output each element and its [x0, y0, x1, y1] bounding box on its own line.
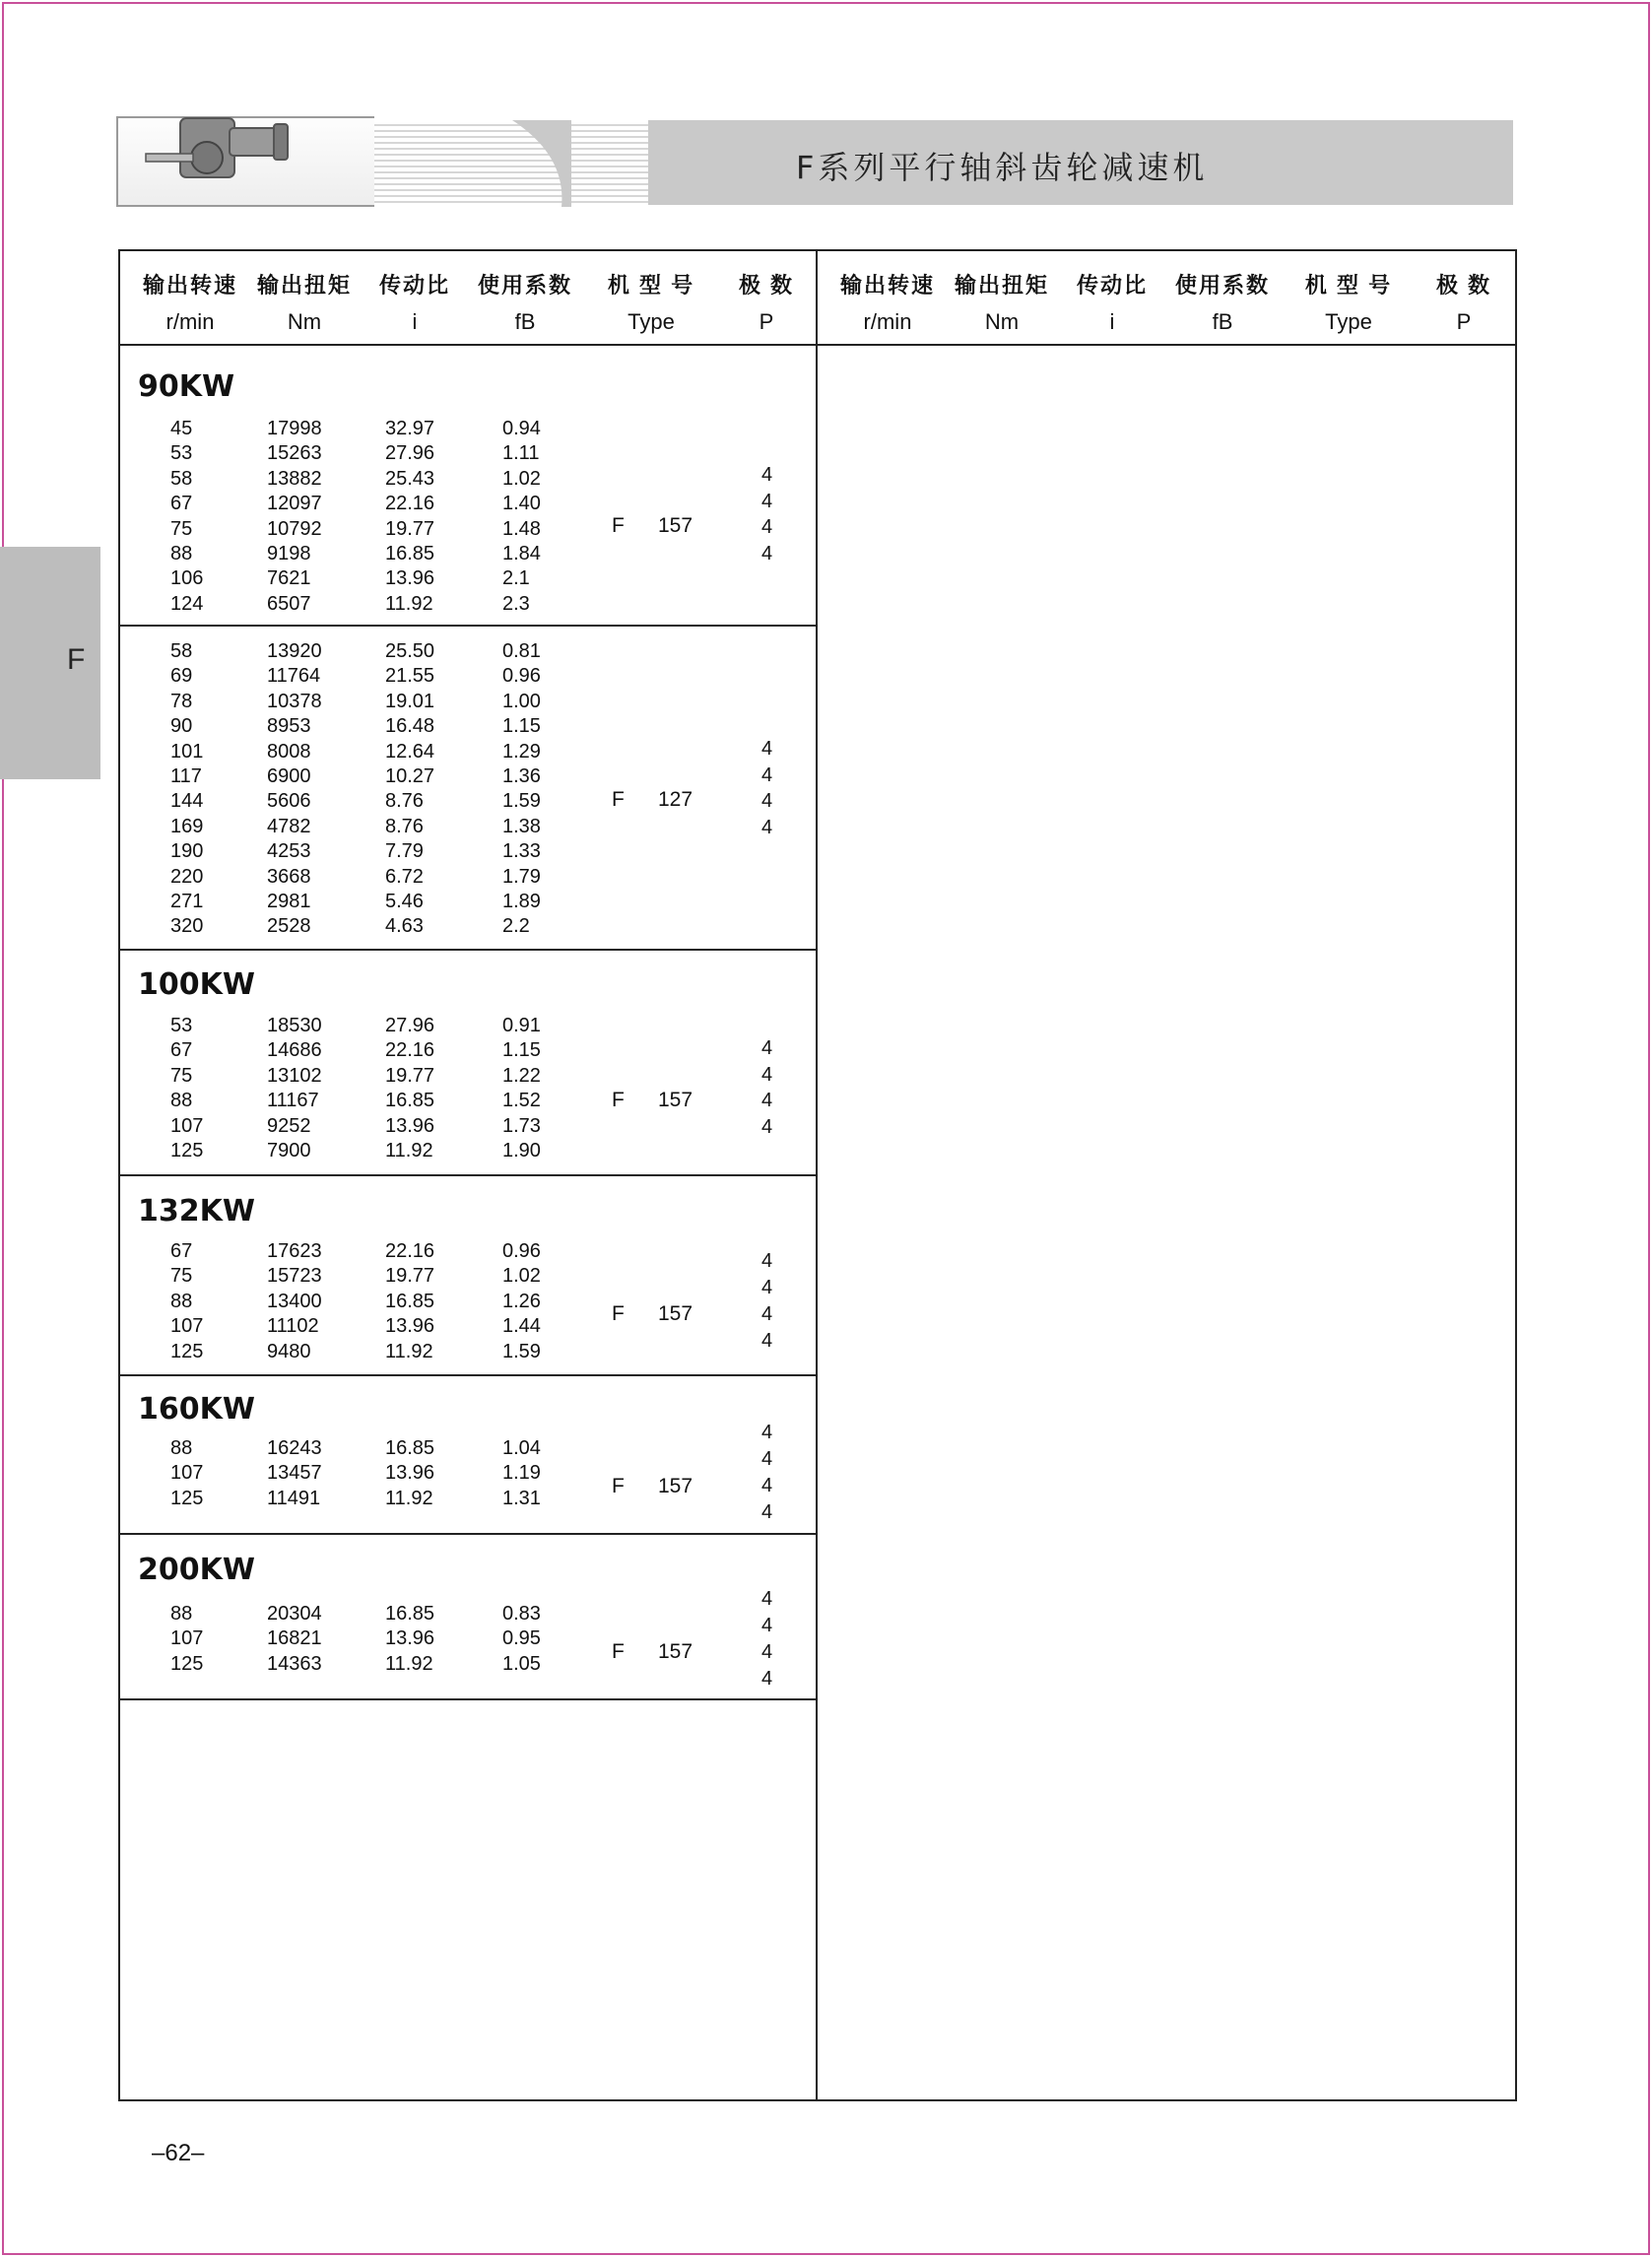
- factor-cell: 1.26: [502, 1290, 541, 1312]
- ratio-cell: 27.96: [385, 1015, 435, 1036]
- header-rule: [118, 344, 1515, 346]
- ratio-cell: 10.27: [385, 765, 435, 787]
- torque-cell: 15263: [267, 442, 322, 465]
- factor-cell: 1.31: [502, 1487, 541, 1509]
- speed-cell: 124: [170, 592, 204, 615]
- ratio-cell: 13.96: [385, 1627, 435, 1650]
- factor-cell: 1.52: [502, 1090, 541, 1112]
- ratio-cell: 22.16: [385, 1039, 435, 1062]
- factor-cell: 1.59: [502, 1340, 541, 1362]
- ratio-cell: 19.01: [385, 690, 435, 712]
- speed-cell: 88: [170, 1290, 193, 1312]
- pole-count: 4: [761, 490, 773, 512]
- speed-cell: 125: [170, 1652, 204, 1675]
- ratio-cell: 11.92: [385, 1652, 433, 1675]
- torque-cell: 20304: [267, 1603, 322, 1625]
- torque-cell: 16243: [267, 1437, 322, 1459]
- ratio-cell: 5.46: [385, 891, 424, 912]
- factor-cell: 1.79: [502, 865, 541, 888]
- ratio-cell: 16.85: [385, 1437, 435, 1459]
- col-type-unit-right: Type: [1325, 309, 1372, 334]
- pole-count: 4: [761, 1615, 773, 1636]
- speed-cell: 125: [170, 1340, 204, 1362]
- pole-count: 4: [761, 738, 773, 760]
- speed-cell: 75: [170, 1265, 193, 1288]
- pole-count: 4: [761, 1448, 773, 1470]
- torque-cell: 10378: [267, 690, 322, 712]
- pole-count: 4: [761, 763, 773, 786]
- factor-cell: 1.05: [502, 1652, 541, 1675]
- torque-cell: 6900: [267, 765, 311, 787]
- ratio-cell: 19.77: [385, 517, 435, 540]
- factor-cell: 1.84: [502, 543, 541, 564]
- factor-cell: 1.40: [502, 493, 541, 515]
- factor-cell: 1.59: [502, 790, 541, 813]
- torque-cell: 3668: [267, 865, 311, 888]
- factor-cell: 1.38: [502, 815, 541, 837]
- ratio-cell: 16.85: [385, 1090, 435, 1112]
- pole-count: 4: [761, 1303, 773, 1325]
- ratio-cell: 4.63: [385, 915, 424, 938]
- speed-cell: 107: [170, 1627, 204, 1650]
- factor-cell: 0.96: [502, 1240, 541, 1262]
- factor-cell: 1.29: [502, 740, 541, 763]
- speed-cell: 107: [170, 1462, 204, 1485]
- factor-cell: 1.22: [502, 1064, 541, 1087]
- ratio-cell: 25.43: [385, 467, 435, 490]
- torque-cell: 14363: [267, 1652, 322, 1675]
- ratio-cell: 16.85: [385, 1290, 435, 1312]
- ratio-cell: 11.92: [385, 1487, 433, 1509]
- speed-cell: 58: [170, 640, 193, 662]
- col-poles-unit-right: P: [1456, 309, 1472, 334]
- col-factor-cn: 使用系数: [477, 273, 572, 298]
- ratio-cell: 13.96: [385, 567, 435, 590]
- torque-cell: 13882: [267, 467, 322, 490]
- speed-cell: 67: [170, 493, 193, 515]
- speed-cell: 69: [170, 665, 193, 688]
- speed-cell: 117: [170, 765, 202, 787]
- speed-cell: 220: [170, 865, 204, 888]
- factor-cell: 1.04: [502, 1437, 541, 1459]
- speed-cell: 320: [170, 915, 204, 938]
- torque-cell: 11764: [267, 665, 321, 688]
- torque-cell: 11491: [267, 1487, 321, 1509]
- torque-cell: 13920: [267, 640, 322, 662]
- torque-cell: 4253: [267, 840, 311, 863]
- speed-cell: 88: [170, 543, 193, 564]
- gear-reducer-icon: [126, 110, 303, 189]
- torque-cell: 13102: [267, 1064, 322, 1087]
- type-number: 157: [658, 1475, 694, 1497]
- factor-cell: 1.19: [502, 1462, 541, 1485]
- section-kw-title: 200KW: [138, 1553, 255, 1587]
- torque-cell: 8008: [267, 740, 311, 763]
- ratio-cell: 16.85: [385, 543, 435, 564]
- type-prefix: F: [612, 514, 625, 537]
- col-factor-unit-right: fB: [1212, 309, 1233, 334]
- speed-cell: 78: [170, 690, 193, 712]
- speed-cell: 58: [170, 467, 193, 490]
- col-poles-cn-right: 极 数: [1435, 273, 1492, 298]
- ratio-cell: 19.77: [385, 1265, 435, 1288]
- type-prefix: F: [612, 1640, 625, 1663]
- col-type-cn: 机 型 号: [607, 273, 695, 298]
- torque-cell: 2981: [267, 891, 311, 912]
- page-number: –62–: [152, 2140, 205, 2166]
- pole-count: 4: [761, 516, 773, 538]
- factor-cell: 1.11: [502, 442, 540, 465]
- ratio-cell: 13.96: [385, 1114, 435, 1137]
- col-torque-cn: 输出扭矩: [256, 273, 352, 298]
- header-curve-icon: [512, 116, 571, 207]
- speed-cell: 169: [170, 815, 204, 837]
- ratio-cell: 22.16: [385, 493, 435, 515]
- torque-cell: 6507: [267, 592, 311, 615]
- ratio-cell: 16.48: [385, 715, 435, 738]
- pole-count: 4: [761, 464, 773, 486]
- col-type-unit: Type: [628, 309, 675, 334]
- pole-count: 4: [761, 1037, 773, 1059]
- col-speed-cn: 输出转速: [142, 273, 237, 298]
- type-number: 157: [658, 1640, 694, 1663]
- col-ratio-unit-right: i: [1109, 309, 1115, 334]
- ratio-cell: 11.92: [385, 1340, 433, 1362]
- torque-cell: 11167: [267, 1090, 319, 1112]
- factor-cell: 1.73: [502, 1114, 541, 1137]
- ratio-cell: 25.50: [385, 640, 435, 662]
- col-ratio-unit: i: [412, 309, 418, 334]
- factor-cell: 1.02: [502, 1265, 541, 1288]
- pole-count: 4: [761, 1422, 773, 1443]
- torque-cell: 7621: [267, 567, 311, 590]
- factor-cell: 1.00: [502, 690, 541, 712]
- page-title: F系列平行轴斜齿轮减速机: [796, 149, 1209, 186]
- factor-cell: 1.90: [502, 1140, 541, 1162]
- ratio-cell: 16.85: [385, 1603, 435, 1625]
- factor-cell: 1.44: [502, 1315, 541, 1338]
- factor-cell: 1.15: [502, 1039, 541, 1062]
- col-poles-unit: P: [759, 309, 774, 334]
- torque-cell: 11102: [267, 1315, 319, 1338]
- pole-count: 4: [761, 1277, 773, 1298]
- factor-cell: 2.1: [502, 567, 530, 590]
- torque-cell: 9198: [267, 543, 311, 564]
- ratio-cell: 21.55: [385, 665, 435, 688]
- ratio-cell: 8.76: [385, 790, 424, 813]
- torque-cell: 17998: [267, 418, 322, 439]
- section-divider: [118, 625, 818, 627]
- torque-cell: 9252: [267, 1114, 311, 1137]
- speed-cell: 106: [170, 567, 204, 590]
- ratio-cell: 27.96: [385, 442, 435, 465]
- ratio-cell: 11.92: [385, 1140, 433, 1162]
- col-factor-unit: fB: [514, 309, 536, 334]
- torque-cell: 7900: [267, 1140, 311, 1162]
- ratio-cell: 32.97: [385, 418, 435, 439]
- col-poles-cn: 极 数: [738, 273, 795, 298]
- col-ratio-cn-right: 传动比: [1076, 273, 1148, 298]
- section-kw-title: 160KW: [138, 1392, 255, 1427]
- factor-cell: 0.81: [502, 640, 541, 662]
- type-number: 127: [658, 788, 694, 811]
- speed-cell: 88: [170, 1603, 193, 1625]
- pole-count: 4: [761, 1250, 773, 1272]
- ratio-cell: 7.79: [385, 840, 424, 863]
- ratio-cell: 11.92: [385, 592, 433, 615]
- torque-cell: 12097: [267, 493, 322, 515]
- torque-cell: 14686: [267, 1039, 322, 1062]
- section-kw-title: 100KW: [138, 967, 255, 1002]
- pole-count: 4: [761, 1501, 773, 1523]
- factor-cell: 0.94: [502, 418, 541, 439]
- factor-cell: 2.3: [502, 592, 530, 615]
- col-speed-unit-right: r/min: [863, 309, 912, 334]
- section-divider: [118, 1698, 818, 1700]
- col-speed-unit: r/min: [165, 309, 215, 334]
- torque-cell: 4782: [267, 815, 311, 837]
- section-divider: [118, 1533, 818, 1535]
- speed-cell: 107: [170, 1315, 204, 1338]
- ratio-cell: 13.96: [385, 1315, 435, 1338]
- pole-count: 4: [761, 1475, 773, 1496]
- pole-count: 4: [761, 542, 773, 564]
- col-ratio-cn: 传动比: [378, 273, 450, 298]
- ratio-cell: 8.76: [385, 815, 424, 837]
- speed-cell: 107: [170, 1114, 204, 1137]
- type-prefix: F: [612, 788, 625, 811]
- section-kw-title: 90KW: [138, 369, 235, 404]
- factor-cell: 1.02: [502, 467, 541, 490]
- torque-cell: 13457: [267, 1462, 322, 1485]
- section-divider: [118, 1374, 818, 1376]
- factor-cell: 1.36: [502, 765, 541, 787]
- torque-cell: 16821: [267, 1627, 322, 1650]
- section-divider: [118, 1174, 818, 1176]
- ratio-cell: 13.96: [385, 1462, 435, 1485]
- col-type-cn-right: 机 型 号: [1304, 273, 1393, 298]
- section-divider: [118, 949, 818, 951]
- factor-cell: 2.2: [502, 915, 530, 938]
- pole-count: 4: [761, 1330, 773, 1352]
- torque-cell: 18530: [267, 1015, 322, 1036]
- torque-cell: 13400: [267, 1290, 322, 1312]
- torque-cell: 10792: [267, 517, 322, 540]
- factor-cell: 1.89: [502, 891, 541, 912]
- ratio-cell: 22.16: [385, 1240, 435, 1262]
- section-kw-title: 132KW: [138, 1194, 255, 1228]
- torque-cell: 9480: [267, 1340, 311, 1362]
- speed-cell: 125: [170, 1487, 204, 1509]
- type-number: 157: [658, 1302, 694, 1325]
- factor-cell: 1.15: [502, 715, 541, 738]
- factor-cell: 0.83: [502, 1603, 541, 1625]
- side-tab: [0, 547, 100, 779]
- pole-count: 4: [761, 1641, 773, 1663]
- speed-cell: 190: [170, 840, 204, 863]
- torque-cell: 5606: [267, 790, 311, 813]
- speed-cell: 67: [170, 1240, 193, 1262]
- factor-cell: 1.48: [502, 517, 541, 540]
- speed-cell: 67: [170, 1039, 193, 1062]
- col-factor-cn-right: 使用系数: [1174, 273, 1270, 298]
- ratio-cell: 6.72: [385, 865, 424, 888]
- speed-cell: 53: [170, 442, 193, 465]
- pole-count: 4: [761, 790, 773, 812]
- speed-cell: 45: [170, 418, 193, 439]
- factor-cell: 1.33: [502, 840, 541, 863]
- torque-cell: 8953: [267, 715, 311, 738]
- pole-count: 4: [761, 1588, 773, 1610]
- type-prefix: F: [612, 1089, 625, 1111]
- pole-count: 4: [761, 816, 773, 838]
- speed-cell: 90: [170, 715, 193, 738]
- speed-cell: 144: [170, 790, 204, 813]
- pole-count: 4: [761, 1668, 773, 1690]
- speed-cell: 271: [170, 891, 204, 912]
- ratio-cell: 12.64: [385, 740, 435, 763]
- type-prefix: F: [612, 1302, 625, 1325]
- ratio-cell: 19.77: [385, 1064, 435, 1087]
- type-number: 157: [658, 514, 694, 537]
- pole-count: 4: [761, 1090, 773, 1111]
- pole-count: 4: [761, 1063, 773, 1086]
- speed-cell: 88: [170, 1437, 193, 1459]
- factor-cell: 0.96: [502, 665, 541, 688]
- col-torque-cn-right: 输出扭矩: [954, 273, 1049, 298]
- speed-cell: 75: [170, 517, 193, 540]
- speed-cell: 101: [170, 740, 204, 763]
- col-torque-unit-right: Nm: [984, 309, 1020, 334]
- factor-cell: 0.91: [502, 1015, 541, 1036]
- type-prefix: F: [612, 1475, 625, 1497]
- torque-cell: 17623: [267, 1240, 322, 1262]
- pole-count: 4: [761, 1115, 773, 1138]
- side-tab-label: F: [67, 643, 86, 676]
- speed-cell: 75: [170, 1064, 193, 1087]
- type-number: 157: [658, 1089, 694, 1111]
- col-torque-unit: Nm: [287, 309, 322, 334]
- torque-cell: 2528: [267, 915, 311, 938]
- col-speed-cn-right: 输出转速: [839, 273, 935, 298]
- speed-cell: 125: [170, 1140, 204, 1162]
- speed-cell: 53: [170, 1015, 193, 1036]
- speed-cell: 88: [170, 1090, 193, 1112]
- torque-cell: 15723: [267, 1265, 322, 1288]
- factor-cell: 0.95: [502, 1627, 541, 1650]
